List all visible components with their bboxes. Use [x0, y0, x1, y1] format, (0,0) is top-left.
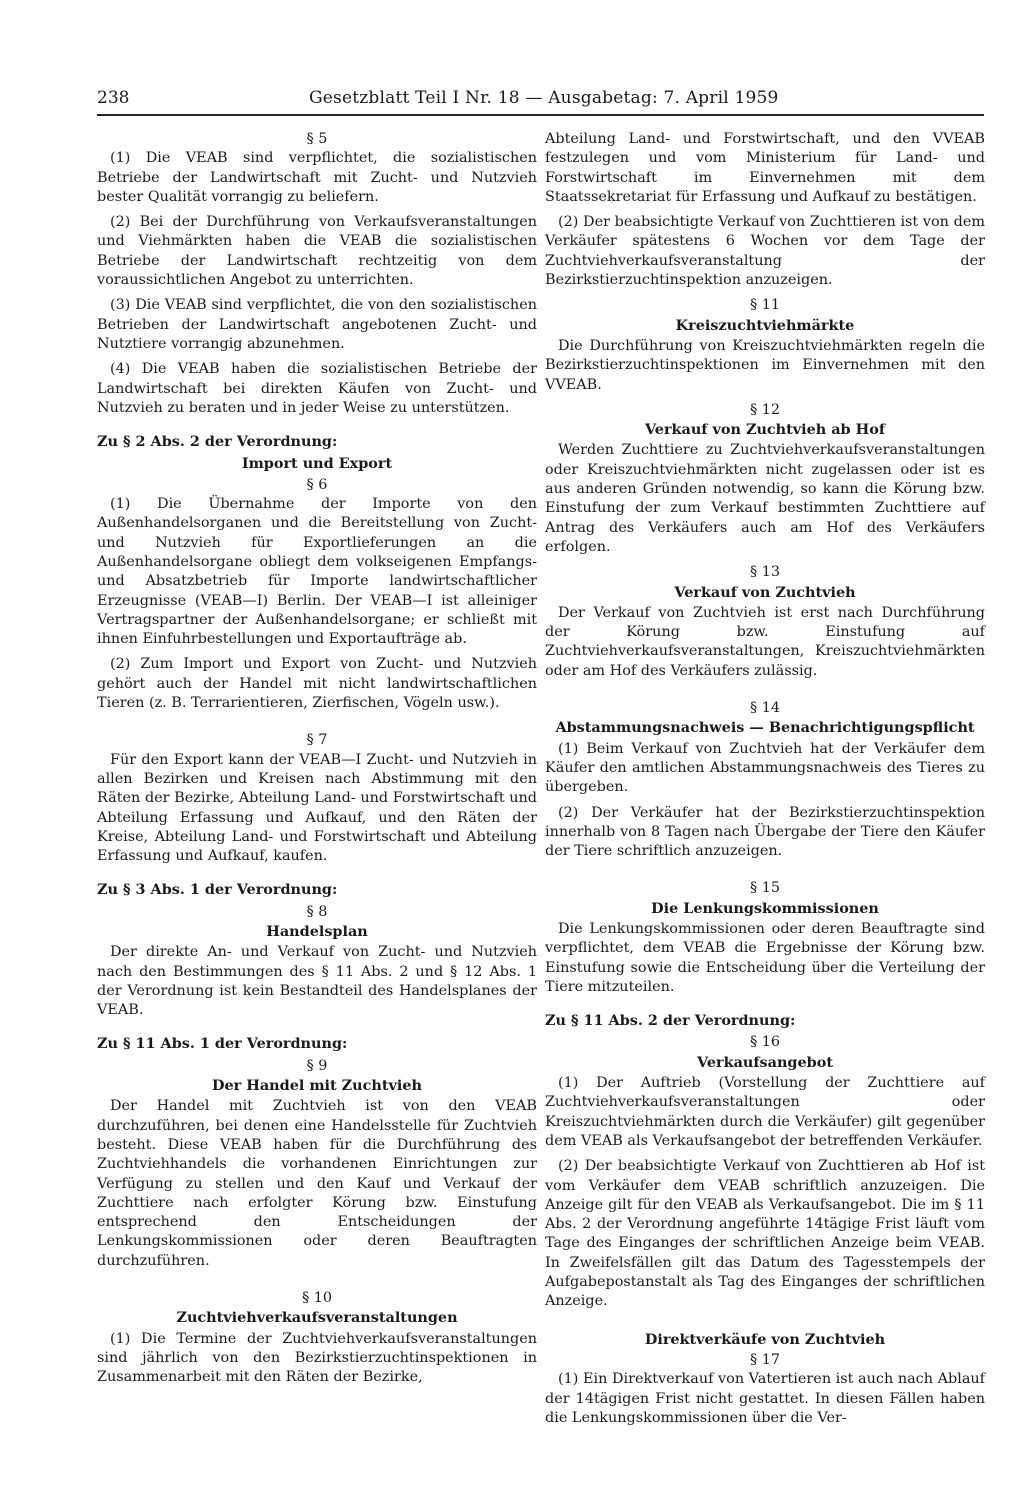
paragraph: (2) Der beabsichtigte Verkauf von Zuchttieren ist von dem Verkäufer spätestens 6 Wochen vor dem Tage der Zuchtviehverkaufsveranstaltung der Bezirkstierzuchtinspektion anzuzeigen.: [545, 214, 985, 289]
paragraph: Für den Export kann der VEAB—I Zucht- und Nutzvieh in allen Bezirken und Kreisen nach Abstimmung mit den Räten der Bezirke, Abteilung Land- und Forstwirtschaft und Abteilung Erfassung und Aufkauf, und den Räten der Kreise, Abteilung Land- und Forstwirtschaft und Abteilung Erfassung und Aufkauf, kaufen.: [97, 751, 537, 865]
paragraph: Der Handel mit Zuchtvieh ist von den VEAB durchzuführen, bei denen eine Handelsstelle für Zuchtvieh besteht. Diese VEAB haben für die Durchführung des Zuchtviehhandels die vorhandenen Einrichtungen zur Verfügung zu stellen und den Kauf und Verkauf der Zuchttiere nach erfolgter Körung bzw. Einstufung entsprechend den Entscheidungen der Lenkungskommissionen oder deren Beauftragten durchzuführen.: [97, 1098, 537, 1269]
paragraph: (2) Bei der Durchführung von Verkaufsveranstaltungen und Viehmärkten haben die VEAB die sozialistischen Betriebe der Landwirtschaft rechtzeitig von dem voraussichtlichen Angebot zu unterrichten.: [97, 214, 537, 289]
paragraph: (1) Die VEAB sind verpflichtet, die sozialistischen Betriebe der Landwirtschaft mit Zucht- und Nutzvieh bester Qualität vorrangig zu beliefern.: [97, 150, 537, 205]
section-number: § 9: [306, 1057, 328, 1074]
paragraph-continuation: Abteilung Land- und Forstwirtschaft, und den VVEAB festzulegen und vom Ministerium für Land- und Forstwirtschaft im Einvernehmen mit dem Staatssekretariat für Erfassung und Aufkauf zu bestätigen.: [545, 131, 985, 205]
section-number: § 12: [749, 401, 781, 418]
section-title: Verkauf von Zuchtvieh ab Hof: [644, 421, 886, 439]
paragraph: (2) Der beabsichtigte Verkauf von Zuchttieren ab Hof ist vom Verkäufer dem VEAB schriftlich anzuzeigen. Die Anzeige gilt für den VEAB als Verkaufsangebot. Die im § 11 Abs. 2 der Verordnung angeführte 14tägige Frist läuft vom Tage des Einganges der schriftlichen Anzeige beim VEAB. In Zweifelsfällen gilt das Datum des Tagesstempels der Aufgabepostanstalt als Tag des Einganges der schriftlichen Anzeige.: [545, 1158, 985, 1310]
page-number: 238: [97, 88, 130, 108]
paragraph: Die Durchführung von Kreiszuchtviehmärkten regeln die Bezirkstierzuchtinspektionen im Einvernehmen mit den VVEAB.: [545, 337, 985, 393]
section-number: § 13: [749, 564, 781, 581]
gazette-title: Gesetzblatt Teil I Nr. 18 — Ausgabetag: 7. April 1959: [309, 88, 779, 108]
section-title: Verkauf von Zuchtvieh: [674, 583, 856, 601]
section-number: § 16: [749, 1034, 781, 1051]
regulation-reference: Zu § 11 Abs. 1 der Verordnung:: [97, 1035, 348, 1053]
paragraph: (1) Beim Verkauf von Zuchtvieh hat der Verkäufer dem Käufer den amtlichen Abstammungsnachweis des Tieres zu übergeben.: [545, 740, 985, 796]
section-number: § 10: [301, 1290, 333, 1307]
paragraph: Die Lenkungskommissionen oder deren Beauftragte sind verpflichtet, dem VEAB die Ergebnisse der Körung bzw. Einstufung sowie die Entscheidung über die Verteilung der Tiere mitzuteilen.: [545, 920, 985, 995]
section-title: Import und Export: [241, 455, 393, 473]
section-title: Abstammungsnachweis — Benachrichtigungspflicht: [555, 719, 975, 737]
section-title: Verkaufsangebot: [697, 1053, 833, 1071]
section-title: Zuchtviehverkaufsveranstaltungen: [176, 1309, 458, 1327]
section-number: § 17: [749, 1351, 781, 1368]
paragraph: (3) Die VEAB sind verpflichtet, die von den sozialistischen Betrieben der Landwirtschaft angebotenen Zucht- und Nutztiere vorrangig abzunehmen.: [97, 297, 537, 352]
section-title: Kreiszuchtviehmärkte: [675, 316, 855, 334]
section-number: § 5: [306, 131, 328, 147]
left-column: [97, 130, 537, 1394]
section-title: Direktverkäufe von Zuchtvieh: [644, 1330, 886, 1348]
paragraph: (1) Die Termine der Zuchtviehverkaufsveranstaltungen sind jährlich von den Bezirkstierzuchtinspektionen in Zusammenarbeit mit den Räten der Bezirke,: [97, 1330, 537, 1386]
paragraph: (1) Der Auftrieb (Vorstellung der Zuchttiere auf Zuchtviehverkaufsveranstaltungen oder Kreiszuchtviehmärkten durch die Verkäufer) gilt gegenüber dem VEAB als Verkaufsangebot der betreffenden Verkäufer.: [545, 1075, 985, 1149]
paragraph: (4) Die VEAB haben die sozialistischen Betriebe der Landwirtschaft bei direkten Käufen von Zucht- und Nutzvieh zu beraten und in jeder Weise zu unterstützen.: [97, 361, 537, 416]
paragraph: (1) Ein Direktverkauf von Vatertieren ist auch nach Ablauf der 14tägigen Frist nicht gestattet. In diesen Fällen haben die Lenkungskommissionen über die Ver-: [545, 1371, 985, 1426]
section-number: § 8: [306, 903, 328, 920]
section-number: § 7: [306, 732, 328, 749]
regulation-reference: Zu § 3 Abs. 1 der Verordnung:: [97, 881, 338, 899]
paragraph: (2) Zum Import und Export von Zucht- und Nutzvieh gehört auch der Handel mit nicht landwirtschaftlichen Tieren (z. B. Terrarientieren, Zierfischen, Vögeln usw.).: [97, 656, 537, 712]
section-number: § 11: [749, 297, 781, 314]
paragraph: (1) Die Übernahme der Importe von den Außenhandelsorganen und die Bereitstellung von Zucht- und Nutzvieh für Exportlieferungen an die Außenhandelsorgane obliegt dem volkseigenen Empfangs- und Absatzbetrieb für Importe landwirtschaftlicher Erzeugnisse (VEAB—I) Berlin. Der VEAB—I ist alleiniger Vertragspartner der Außenhandelsorgane; er schließt mit ihnen Einfuhrbestellungen und Exportaufträge ab.: [97, 496, 537, 648]
section-title: Die Lenkungskommissionen: [651, 899, 879, 917]
regulation-reference: Zu § 2 Abs. 2 der Verordnung:: [97, 433, 338, 451]
header-rule: [97, 114, 984, 116]
section-number: § 6: [306, 476, 328, 493]
paragraph: Werden Zuchttiere zu Zuchtviehverkaufsveranstaltungen oder Kreiszuchtviehmärkten nicht zugelassen oder ist es aus anderen Gründen notwendig, so kann die Körung bzw. Einstufung der zum Verkauf bestimmten Zuchttiere auf Antrag des Verkäufers auch am Hof des Verkäufers erfolgen.: [545, 442, 985, 555]
paragraph: Der Verkauf von Zuchtvieh ist erst nach Durchführung der Körung bzw. Einstufung auf Zuchtviehverkaufsveranstaltungen, Kreiszuchtviehmärkten oder am Hof des Verkäufers zulässig.: [545, 604, 985, 679]
section-number: § 14: [749, 700, 781, 717]
section-title: Der Handel mit Zuchtvieh: [212, 1077, 422, 1095]
section-number: § 15: [749, 880, 781, 897]
right-column: [545, 130, 985, 1434]
paragraph: (2) Der Verkäufer hat der Bezirkstierzuchtinspektion innerhalb von 8 Tagen nach Übergabe der Tiere den Käufer der Tiere schriftlich anzuzeigen.: [545, 804, 985, 860]
page-header: [97, 88, 987, 114]
section-title: Handelsplan: [266, 922, 368, 940]
paragraph: Der direkte An- und Verkauf von Zucht- und Nutzvieh nach den Bestimmungen des § 11 Abs. 2 und § 12 Abs. 1 der Verordnung ist kein Bestandteil des Handelsplanes der VEAB.: [97, 944, 537, 1019]
regulation-reference: Zu § 11 Abs. 2 der Verordnung:: [545, 1012, 796, 1030]
